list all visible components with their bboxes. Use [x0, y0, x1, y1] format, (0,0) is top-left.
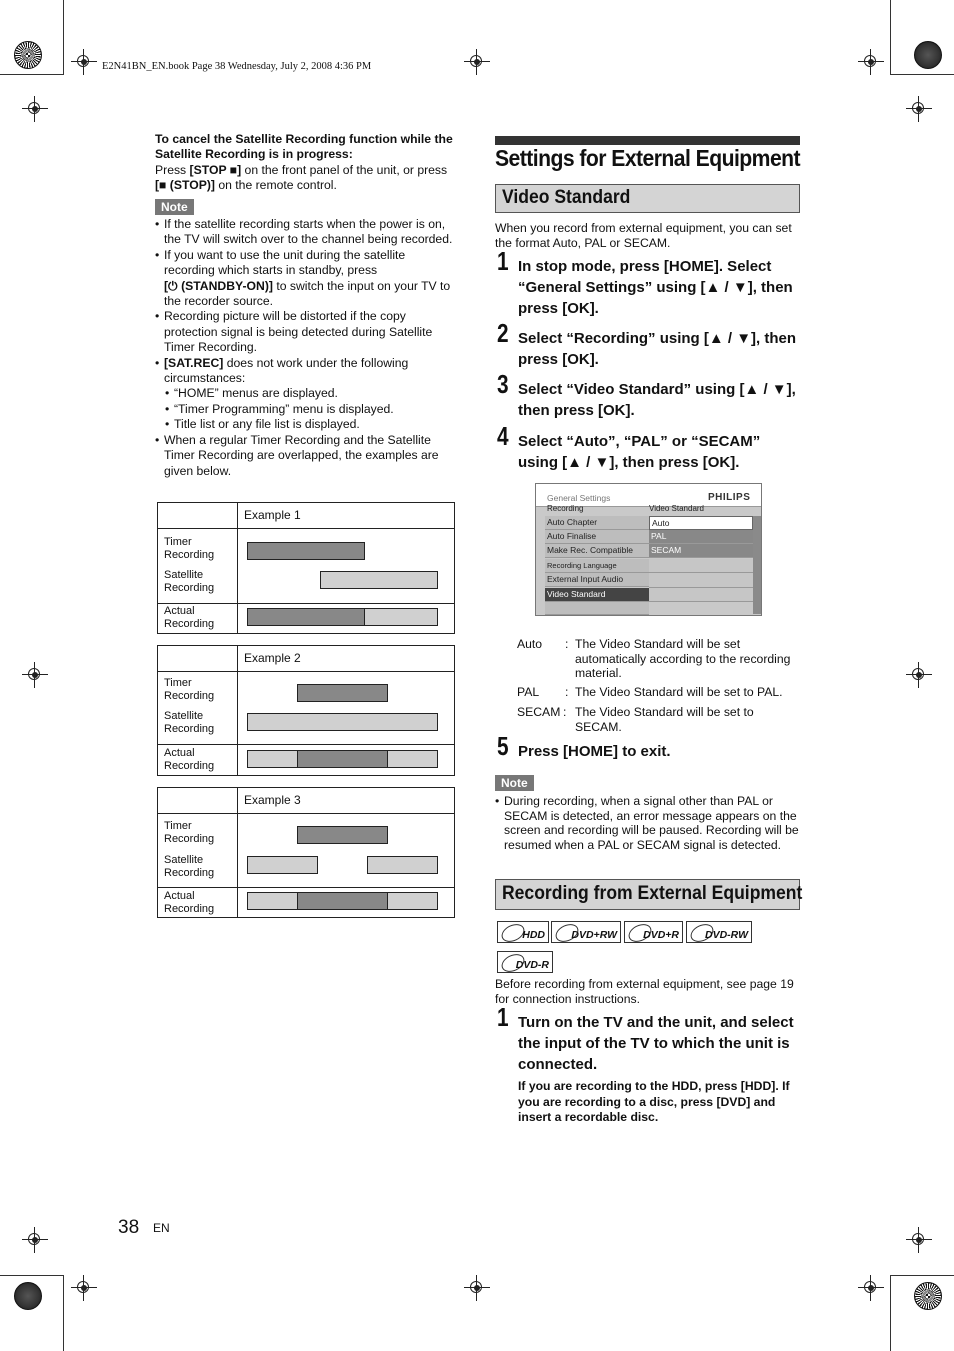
timer-bar — [297, 684, 388, 702]
example-1-table — [157, 502, 455, 634]
step-1-sub: If you are recording to the HDD, press [HDD]. If you are recording to a disc, press [DVD] and insert a recordable disc. — [518, 1079, 790, 1124]
osd-menu-item: Auto Chapter — [545, 516, 649, 530]
cancel-text: Press [STOP ■] on the front panel of the unit, or press [■ (STOP)] on the remote control. — [155, 162, 448, 193]
crop-line — [890, 1275, 954, 1276]
cancel-section — [155, 132, 457, 194]
registration-rosette-icon — [914, 1282, 942, 1310]
hdd-icon: HDD — [497, 921, 549, 943]
dash-item: • “HOME” menus are displayed. — [173, 386, 457, 401]
registration-rosette-icon — [14, 1282, 42, 1310]
osd-menu-item: External Input Audio — [545, 573, 649, 587]
osd-general-settings: General Settings — [547, 493, 611, 503]
actual-bar — [387, 750, 438, 768]
osd-option-empty — [649, 588, 753, 602]
crosshair-icon — [906, 96, 932, 122]
actual-bar — [247, 608, 365, 626]
note-label: Note — [155, 198, 194, 216]
registration-rosette-icon — [14, 41, 42, 69]
osd-menu-item: Recording Language — [545, 559, 649, 573]
crosshair-icon — [22, 96, 48, 122]
satellite-bar — [247, 856, 318, 874]
crosshair-icon — [71, 49, 97, 75]
example-3-table — [157, 787, 455, 918]
osd-video-standard: Video Standard — [649, 504, 705, 513]
actual-label: Actual Recording — [164, 747, 215, 772]
crosshair-icon — [858, 49, 884, 75]
timer-label: Timer Recording — [164, 536, 215, 561]
dvd-plus-r-icon: DVD+R — [624, 921, 683, 943]
actual-bar — [364, 608, 438, 626]
note-list — [495, 794, 800, 852]
actual-bar — [387, 892, 438, 910]
satellite-label: Satellite Recording — [164, 710, 215, 735]
page-title: Settings for External Equipment — [495, 145, 801, 171]
note-item: • Recording picture will be distorted if the copy protection signal is being detected during Satellite Timer Recording. — [155, 309, 457, 355]
video-standard-intro: When you record from external equipment, you can set the format Auto, PAL or SECAM. — [495, 221, 792, 250]
crop-line — [0, 74, 64, 75]
actual-bar — [247, 750, 298, 768]
timer-label: Timer Recording — [164, 820, 215, 845]
timer-bar — [297, 826, 388, 844]
page-number: 38 — [118, 1217, 140, 1238]
note-list — [155, 217, 457, 479]
note-item: • When a regular Timer Recording and the Satellite Timer Recording are overlapped, the examples are given below. — [155, 433, 457, 479]
actual-bar — [247, 892, 298, 910]
note-item: • If the satellite recording starts when the power is on, the TV will switch over to the channel being recorded. — [155, 217, 457, 248]
registration-rosette-icon — [914, 41, 942, 69]
osd-menu-item-selected: Video Standard — [545, 588, 649, 602]
crosshair-icon — [906, 1227, 932, 1253]
osd-menu-empty — [545, 602, 649, 615]
satellite-label: Satellite Recording — [164, 569, 215, 594]
example-title: Example 1 — [244, 508, 301, 522]
osd-option-pal: PAL — [649, 530, 753, 544]
language-code: EN — [153, 1221, 170, 1235]
crop-line — [890, 74, 954, 75]
dvd-plus-rw-icon: DVD+RW — [551, 921, 621, 943]
actual-bar — [297, 892, 388, 910]
osd-menu-item: Make Rec. Compatible — [545, 544, 649, 558]
philips-logo: PHILIPS — [708, 492, 751, 503]
osd-menu-item: Auto Finalise — [545, 530, 649, 544]
satellite-bar — [247, 713, 438, 731]
osd-option-auto: Auto — [649, 516, 753, 530]
actual-bar — [297, 750, 388, 768]
example-title: Example 2 — [244, 651, 301, 665]
recording-external-intro: Before recording from external equipment, see page 19 for connection instructions. — [495, 977, 794, 1006]
dvd-minus-r-icon: DVD-R — [497, 951, 553, 973]
example-title: Example 3 — [244, 793, 301, 807]
osd-scrollbar — [753, 516, 761, 614]
osd-screen — [535, 483, 762, 616]
osd-option-secam: SECAM — [649, 544, 753, 558]
crosshair-icon — [858, 1275, 884, 1301]
example-2-table — [157, 645, 455, 776]
cancel-title: To cancel the Satellite Recording function while the Satellite Recording is in progress: — [155, 132, 453, 162]
section-heading-recording-external: Recording from External Equipment — [495, 879, 800, 910]
crosshair-icon — [22, 662, 48, 688]
dvd-minus-rw-icon: DVD-RW — [686, 921, 752, 943]
osd-recording: Recording — [547, 504, 584, 513]
crop-line — [63, 1275, 64, 1351]
crosshair-icon — [464, 1275, 490, 1301]
note-label: Note — [495, 774, 534, 792]
satellite-label: Satellite Recording — [164, 854, 215, 879]
crop-line — [890, 0, 891, 75]
note-item: • During recording, when a signal other than PAL or SECAM is detected, an error message appears on the screen and recording will be paused. Recording will be resumed when a PAL or SECAM signal is detected. — [495, 794, 800, 852]
crop-line — [890, 1275, 891, 1351]
crosshair-icon — [906, 662, 932, 688]
file-header: E2N41BN_EN.book Page 38 Wednesday, July 2, 2008 4:36 PM — [102, 61, 372, 72]
section-heading-video-standard: Video Standard — [495, 184, 800, 213]
note-item: • [SAT.REC] does not work under the following circumstances: • “HOME” menus are displayed. • “Timer Programming” menu is displayed. • Title list or any file list is displayed. — [155, 356, 457, 433]
satellite-bar — [320, 571, 438, 589]
satellite-bar — [367, 856, 438, 874]
crosshair-icon — [464, 49, 490, 75]
actual-label: Actual Recording — [164, 605, 215, 630]
dash-item: • “Timer Programming” menu is displayed. — [173, 402, 457, 417]
osd-option-empty — [649, 573, 753, 588]
osd-option-empty — [649, 559, 753, 573]
crosshair-icon — [22, 1227, 48, 1253]
actual-label: Actual Recording — [164, 890, 215, 915]
crosshair-icon — [71, 1275, 97, 1301]
crop-line — [63, 0, 64, 75]
crop-line — [0, 1275, 64, 1276]
timer-label: Timer Recording — [164, 677, 215, 702]
note-item: • If you want to use the unit during the satellite recording which starts in standby, press [⏻ (STANDBY-ON)] to switch the input on your TV to the recorder source. — [155, 248, 457, 310]
title-bar — [495, 136, 800, 145]
dash-item: • Title list or any file list is displayed. — [173, 417, 457, 432]
timer-bar — [247, 542, 365, 560]
